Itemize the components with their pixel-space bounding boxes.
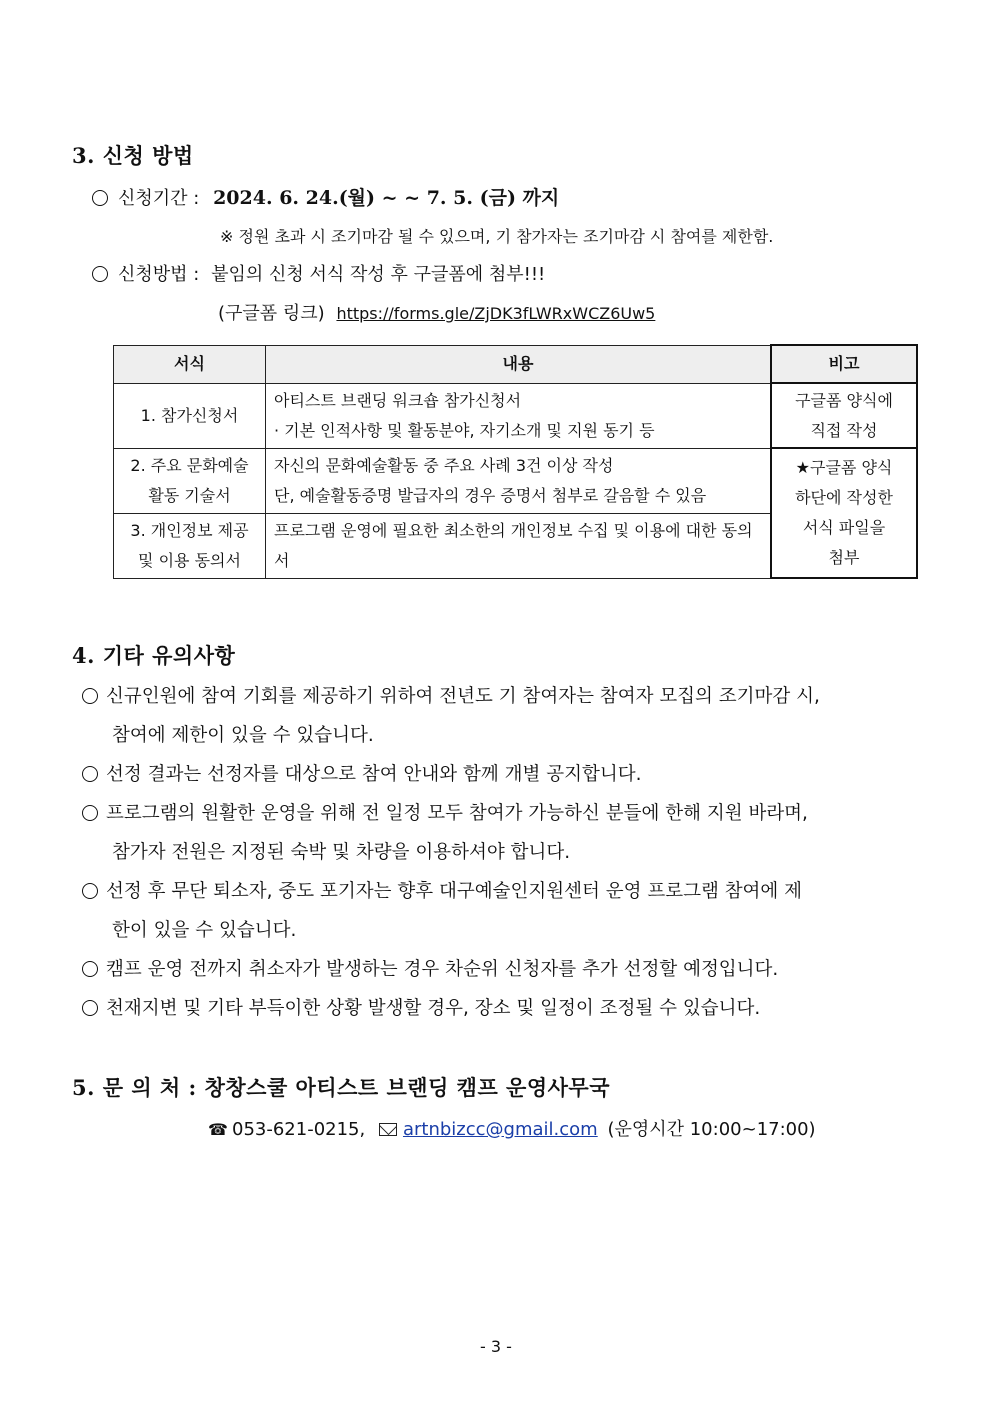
name-line: 2. 주요 문화예술 [130,455,249,475]
note-line: 하단에 작성한 [795,488,893,507]
content-line: 아티스트 브랜딩 워크숍 참가신청서 [274,390,522,410]
period-value: 2024. 6. 24.(월) ~ ~ 7. 5. (금) 까지 [213,187,560,209]
method-value: 붙임의 신청 서식 작성 후 구글폼에 첨부!!! [211,264,546,285]
note-line: 직접 작성 [810,420,878,440]
circle-bullet-icon [82,1000,98,1016]
section3-title: 3. 신청 방법 [72,143,194,168]
table-cell-content: 프로그램 운영에 필요한 최소한의 개인정보 수집 및 이용에 대한 동의서 [266,513,772,578]
notice-text: 선정 결과는 선정자를 대상으로 참여 안내와 함께 개별 공지합니다. [106,764,642,785]
forms-table [113,344,918,579]
phone-icon: ☎ [208,1120,228,1139]
circle-bullet-icon [82,766,98,782]
period-note: ※ 정원 초과 시 조기마감 될 수 있으며, 기 참가자는 조기마감 시 참여를 제한함. [220,227,774,246]
circle-bullet-icon [82,688,98,704]
table-cell-content [266,383,772,448]
notice-item [82,794,922,872]
notice-text: 캠프 운영 전까지 취소자가 발생하는 경우 차순위 신청자를 추가 선정할 예정입니다. [106,959,779,980]
circle-bullet-icon [82,961,98,977]
circle-bullet-icon [82,805,98,821]
content-line: · 기본 인적사항 및 활동분야, 자기소개 및 지원 동기 등 [274,420,655,440]
note-line: ★구글폼 양식 [795,458,893,477]
notice-text: 신규인원에 참여 기회를 제공하기 위하여 전년도 기 참여자는 참여자 모집의 조기마감 시, [106,686,820,707]
table-row [114,448,918,513]
notice-text: 한이 있을 수 있습니다. [112,920,297,941]
table-header: 비고 [771,345,917,383]
name-line: 3. 개인정보 제공 [130,520,249,540]
table-header-row [114,345,918,383]
table-cell-name [114,513,266,578]
page-number: - 3 - [480,1337,512,1356]
table-cell-note [771,448,917,578]
name-line: 및 이용 동의서 [138,550,241,570]
content-line: 자신의 문화예술활동 중 주요 사례 3건 이상 작성 [274,455,614,475]
table-cell-content [266,448,772,513]
method-label: 신청방법 : [118,264,200,285]
form-link[interactable]: https://forms.gle/ZjDK3fLWRxWCZ6Uw5 [336,304,656,323]
content-line: 단, 예술활동증명 발급자의 경우 증명서 첨부로 갈음할 수 있음 [274,485,707,505]
table-cell-name: 1. 참가신청서 [114,383,266,448]
link-label: (구글폼 링크) [218,303,325,324]
period-label: 신청기간 : [118,188,200,209]
note-line: 첨부 [828,548,860,567]
contact-line [208,1115,816,1141]
section4-title: 4. 기타 유의사항 [72,643,236,668]
table-header: 서식 [114,345,266,383]
notice-item [82,755,922,794]
notice-text: 선정 후 무단 퇴소자, 중도 포기자는 향후 대구예술인지원센터 운영 프로그램 참여에 제 [106,881,803,902]
table-header: 내용 [266,345,772,383]
note-line: 구글폼 양식에 [795,390,893,410]
contact-phone: 053-621-0215, [232,1119,366,1140]
method-line [92,260,545,286]
notice-text: 참여에 제한이 있을 수 있습니다. [112,725,374,746]
notice-text: 천재지변 및 기타 부득이한 상황 발생할 경우, 장소 및 일정이 조정될 수 있습니다. [106,998,761,1019]
circle-bullet-icon [92,190,108,206]
circle-bullet-icon [82,883,98,899]
contact-hours: (운영시간 10:00~17:00) [607,1119,816,1140]
note-line: 서식 파일을 [802,518,886,537]
notice-item [82,677,922,755]
period-line [92,183,559,210]
table-cell-note [771,383,917,448]
table-row [114,383,918,448]
notice-item [82,989,922,1028]
section5-title: 5. 문 의 처 : 창창스쿨 아티스트 브랜딩 캠프 운영사무국 [72,1075,610,1100]
contact-email[interactable]: artnbizcc@gmail.com [402,1119,598,1140]
circle-bullet-icon [92,266,108,282]
mail-icon [379,1123,397,1136]
notice-text: 프로그램의 원활한 운영을 위해 전 일정 모두 참여가 가능하신 분들에 한해 지원 바라며, [106,803,808,824]
link-line [218,299,669,325]
name-line: 활동 기술서 [148,485,231,505]
notice-text: 참가자 전원은 지정된 숙박 및 차량을 이용하셔야 합니다. [112,842,571,863]
table-cell-name [114,448,266,513]
notice-item [82,872,922,950]
notice-item [82,950,922,989]
